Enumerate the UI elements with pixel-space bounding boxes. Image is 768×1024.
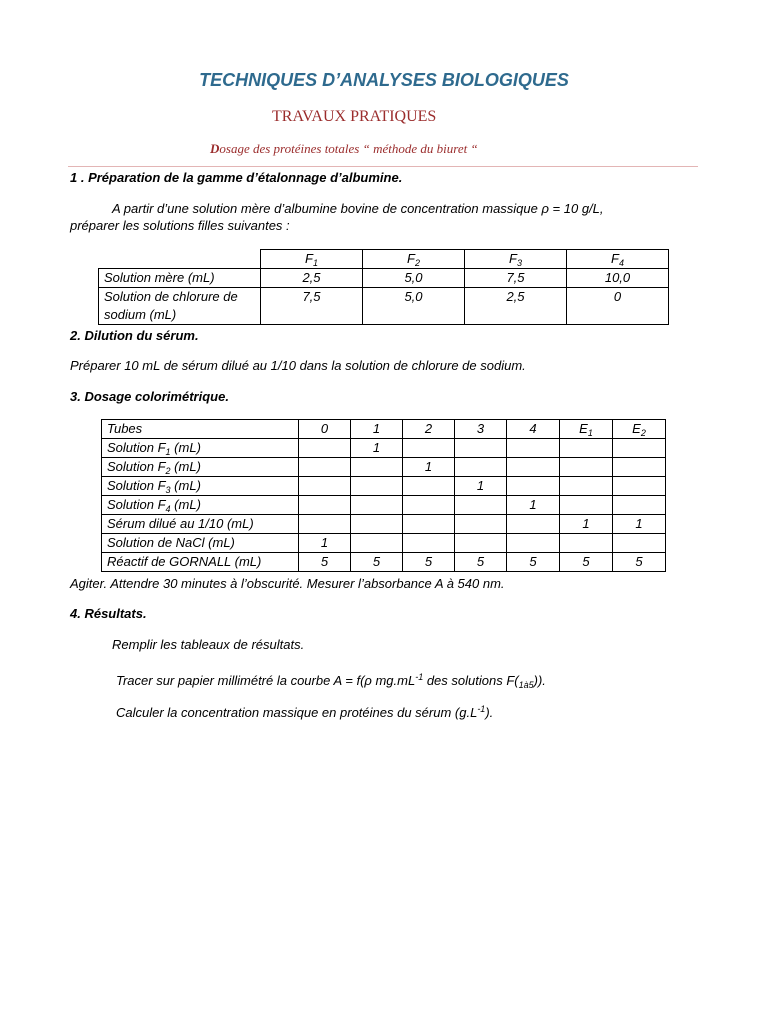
row-label: Réactif de GORNALL (mL) (102, 553, 299, 572)
document-subtitle: TRAVAUX PRATIQUES (272, 108, 437, 125)
results-line3: Calculer la concentration massique en protéines du sérum $(g.L^{-1})$. (116, 704, 494, 720)
dilution-table-header-row (99, 250, 669, 269)
table-cell (560, 439, 613, 458)
header-divider (68, 166, 698, 167)
section1-heading: 1 . Préparation de la gamme d’étalonnage d’albumine. (70, 170, 403, 185)
table-cell (299, 496, 351, 515)
table-cell (455, 515, 507, 534)
table-cell (299, 439, 351, 458)
table-cell: 5 (613, 553, 666, 572)
table-cell: 7,5 (261, 288, 363, 325)
section2-text: Préparer 10 mL de sérum dilué au 1/10 dans la solution de chlorure de sodium. (70, 358, 526, 373)
table-corner (99, 250, 261, 269)
row-label: Solution $F_3$ (mL) (102, 477, 299, 496)
table-cell (403, 515, 455, 534)
table-cell (613, 458, 666, 477)
table-cell (299, 458, 351, 477)
section3-heading: 3. Dosage colorimétrique. (70, 389, 229, 404)
table-cell: 5,0 (363, 269, 465, 288)
table-cell: 1 (403, 458, 455, 477)
table-cell: 5 (507, 553, 560, 572)
column-header-tube-3: 3 (455, 420, 507, 439)
section1-intro-line1: A partir d’une solution mère d’albumine bovine de concentration massique ρ = 10 g/L, (112, 201, 604, 216)
table-row (102, 553, 666, 572)
table-cell: 2,5 (261, 269, 363, 288)
topic-rest: osage des protéines totales “ méthode du biuret “ (219, 141, 478, 156)
column-header-tube-0: 0 (299, 420, 351, 439)
colorimetric-table-header-row (102, 420, 666, 439)
topic-initial: D (210, 141, 220, 156)
table-cell: 5 (403, 553, 455, 572)
row-label: Tubes (102, 420, 299, 439)
table-cell (351, 477, 403, 496)
table-cell (613, 496, 666, 515)
section2-heading: 2. Dilution du sérum. (70, 328, 199, 343)
table-cell (613, 477, 666, 496)
row-label: Solution de chlorure de sodium (mL) (99, 288, 261, 325)
results-line1: Remplir les tableaux de résultats. (112, 637, 305, 652)
table-cell: 1 (351, 439, 403, 458)
table-cell (455, 496, 507, 515)
table-cell (560, 458, 613, 477)
colorimetric-table (101, 419, 666, 572)
column-header-tube-1: 1 (351, 420, 403, 439)
row-label: Solution mère (mL) (99, 269, 261, 288)
section3-instructions: Agiter. Attendre 30 minutes à l’obscurité. Mesurer l’absorbance A à 540 nm. (70, 576, 505, 591)
dilution-table (98, 249, 669, 325)
table-cell (351, 534, 403, 553)
section4-heading: 4. Résultats. (70, 606, 147, 621)
row-label: Solution $F_4$ (mL) (102, 496, 299, 515)
row-label: Solution $F_2$ (mL) (102, 458, 299, 477)
table-cell: 0 (567, 288, 669, 325)
table-cell: 5 (351, 553, 403, 572)
row-label: Solution $F_1$ (mL) (102, 439, 299, 458)
table-row (102, 439, 666, 458)
table-cell: 7,5 (465, 269, 567, 288)
table-row (102, 477, 666, 496)
table-cell (455, 458, 507, 477)
table-cell (403, 439, 455, 458)
table-cell (613, 534, 666, 553)
column-header-f4: $F_4$ (567, 250, 669, 269)
table-cell: 5 (560, 553, 613, 572)
colorimetric-table-body (102, 439, 666, 572)
table-cell (560, 496, 613, 515)
table-cell (507, 515, 560, 534)
table-cell (351, 496, 403, 515)
table-cell (299, 477, 351, 496)
table-row (99, 288, 669, 325)
table-cell: 1 (299, 534, 351, 553)
table-cell (299, 515, 351, 534)
column-header-f2: $F_2$ (363, 250, 465, 269)
table-cell: 10,0 (567, 269, 669, 288)
table-cell (560, 534, 613, 553)
column-header-tube-e1: $E_1$ (560, 420, 613, 439)
table-cell (351, 458, 403, 477)
document-title: TECHNIQUES D’ANALYSES BIOLOGIQUES (199, 70, 569, 90)
table-cell (403, 534, 455, 553)
table-cell (455, 534, 507, 553)
table-cell: 1 (560, 515, 613, 534)
table-cell (613, 439, 666, 458)
table-cell: 5 (299, 553, 351, 572)
table-cell: 2,5 (465, 288, 567, 325)
table-cell (507, 439, 560, 458)
results-line2: Tracer sur papier millimétré la courbe A = f(ρ $mg.mL^{-1}$ des solutions $F(_{1à5})$). (116, 672, 546, 690)
column-header-f1: $F_1$ (261, 250, 363, 269)
table-cell (455, 439, 507, 458)
table-cell: 5 (455, 553, 507, 572)
table-cell (351, 515, 403, 534)
table-cell (403, 477, 455, 496)
table-cell: 1 (613, 515, 666, 534)
table-cell (560, 477, 613, 496)
table-row (102, 458, 666, 477)
table-cell: 1 (507, 496, 560, 515)
table-row (102, 496, 666, 515)
table-cell (507, 534, 560, 553)
table-row (102, 534, 666, 553)
table-cell (403, 496, 455, 515)
table-cell: 5,0 (363, 288, 465, 325)
table-row (99, 269, 669, 288)
table-cell (507, 477, 560, 496)
document-topic (210, 141, 478, 157)
row-label: Sérum dilué au 1/10 (mL) (102, 515, 299, 534)
column-header-tube-e2: $E_2$ (613, 420, 666, 439)
table-row (102, 515, 666, 534)
column-header-f3: $F_3$ (465, 250, 567, 269)
column-header-tube-4: 4 (507, 420, 560, 439)
section1-intro-line2: préparer les solutions filles suivantes : (70, 218, 290, 233)
table-cell (507, 458, 560, 477)
column-header-tube-2: 2 (403, 420, 455, 439)
table-cell: 1 (455, 477, 507, 496)
row-label: Solution de NaCl (mL) (102, 534, 299, 553)
